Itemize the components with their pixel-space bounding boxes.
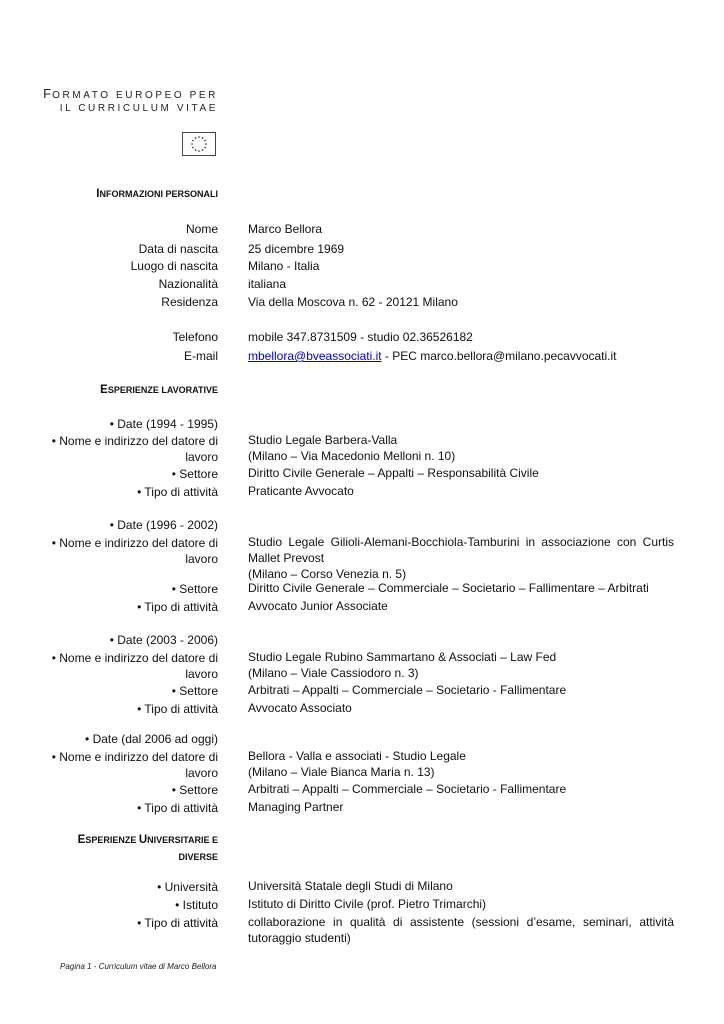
- job-4-employer: Bellora - Valla e associati - Studio Legale (Milano – Viale Bianca Maria n. 13): [248, 749, 466, 779]
- phone-value: mobile 347.8731509 - studio 02.36526182: [248, 330, 473, 344]
- pec-text: - PEC marco.bellora@milano.pecavvocati.it: [381, 349, 617, 363]
- job-4-employer-label: • Nome e indirizzo del datore di lavoro: [51, 750, 218, 780]
- nationality-label: Nazionalità: [158, 277, 218, 291]
- university-activity-label: • Tipo di attività: [137, 916, 218, 930]
- university-value: Università Statale degli Studi di Milano: [248, 879, 453, 893]
- job-2-employer-label: • Nome e indirizzo del datore di lavoro: [51, 536, 218, 566]
- eu-flag-icon: [182, 132, 216, 156]
- residence-label: Residenza: [161, 295, 218, 309]
- name-value: Marco Bellora: [248, 222, 323, 236]
- eu-star: [195, 137, 197, 139]
- job-2-activity-label: • Tipo di attività: [137, 600, 218, 614]
- institute-value: Istituto di Diritto Civile (prof. Pietro Trimarchi): [248, 897, 487, 911]
- name-label: Nome: [185, 222, 218, 236]
- eu-star: [204, 147, 206, 149]
- eu-star: [192, 147, 194, 149]
- phone-label: Telefono: [172, 330, 218, 344]
- birth-place-label: Luogo di nascita: [130, 259, 218, 273]
- section-university-experience: ESPERIENZE UNIVERSITARIE E DIVERSE: [77, 834, 218, 862]
- job-3-date: • Date (2003 - 2006): [109, 633, 218, 647]
- university-activity-value: collaborazione in qualità di assistente (sessioni d’esame, seminari, attività tutoraggio studenti): [248, 915, 674, 945]
- job-4-date: • Date (dal 2006 ad oggi): [85, 732, 218, 746]
- residence-value: Via della Moscova n. 62 - 20121 Milano: [248, 295, 458, 309]
- eu-star: [202, 137, 204, 139]
- eu-star: [202, 149, 204, 151]
- job-2-sector: Diritto Civile Generale – Commerciale – Societario – Fallimentare – Arbitrati: [248, 581, 649, 595]
- job-2-sector-label: • Settore: [171, 582, 218, 596]
- email-value: [248, 348, 674, 364]
- job-2-employer: Studio Legale Gilioli-Alemani-Bocchiola-Tamburini in associazione con Curtis Mallet Prevost (Milano – Corso Venezia n. 5): [248, 535, 674, 581]
- eu-star: [195, 149, 197, 151]
- eu-star: [191, 143, 193, 145]
- job-3-activity-label: • Tipo di attività: [137, 702, 218, 716]
- email-link[interactable]: mbellora@bveassociati.it: [248, 349, 382, 363]
- cv-title-line-1: FORMATO EUROPEO PER: [43, 86, 218, 101]
- job-4-activity: Managing Partner: [248, 800, 344, 814]
- job-1-sector-label: • Settore: [171, 467, 218, 481]
- job-3-activity: Avvocato Associato: [248, 701, 352, 715]
- job-3-sector: Arbitrati – Appalti – Commerciale – Societario - Fallimentare: [248, 683, 567, 697]
- job-4-sector-label: • Settore: [171, 783, 218, 797]
- eu-star: [204, 140, 206, 142]
- job-4-activity-label: • Tipo di attività: [137, 801, 218, 815]
- nationality-value: italiana: [248, 277, 287, 291]
- institute-label: • Istituto: [175, 898, 218, 912]
- job-2-activity: Avvocato Junior Associate: [248, 599, 388, 613]
- birth-date-label: Data di nascita: [138, 242, 218, 256]
- section-work-experience: ESPERIENZE LAVORATIVE: [100, 384, 218, 396]
- eu-star: [192, 140, 194, 142]
- job-4-sector: Arbitrati – Appalti – Commerciale – Societario - Fallimentare: [248, 782, 567, 796]
- job-3-sector-label: • Settore: [171, 684, 218, 698]
- job-1-date: • Date (1994 - 1995): [109, 417, 218, 431]
- eu-star: [205, 143, 207, 145]
- job-1-employer: Studio Legale Barbera-Valla (Milano – Via Macedonio Melloni n. 10): [248, 433, 456, 463]
- job-1-employer-label: • Nome e indirizzo del datore di lavoro: [51, 434, 218, 464]
- job-2-date: • Date (1996 - 2002): [109, 518, 218, 532]
- birth-date-value: 25 dicembre 1969: [248, 242, 345, 256]
- section-personal-info: INFORMAZIONI PERSONALI: [96, 188, 218, 200]
- page-footer: Pagina 1 - Curriculum vitae di Marco Bellora: [60, 962, 217, 971]
- email-label: E-mail: [183, 349, 218, 363]
- eu-star: [198, 136, 200, 138]
- eu-star: [198, 150, 200, 152]
- birth-place-value: Milano - Italia: [248, 259, 320, 273]
- cv-title-line-2: IL CURRICULUM VITAE: [59, 103, 218, 114]
- job-1-sector: Diritto Civile Generale – Appalti – Responsabilità Civile: [248, 466, 539, 480]
- job-1-activity: Praticante Avvocato: [248, 484, 354, 498]
- job-1-activity-label: • Tipo di attività: [137, 485, 218, 499]
- university-label: • Università: [157, 880, 218, 894]
- job-3-employer: Studio Legale Rubino Sammartano & Associati – Law Fed (Milano – Viale Cassiodoro n. 3): [248, 650, 557, 680]
- job-3-employer-label: • Nome e indirizzo del datore di lavoro: [51, 651, 218, 681]
